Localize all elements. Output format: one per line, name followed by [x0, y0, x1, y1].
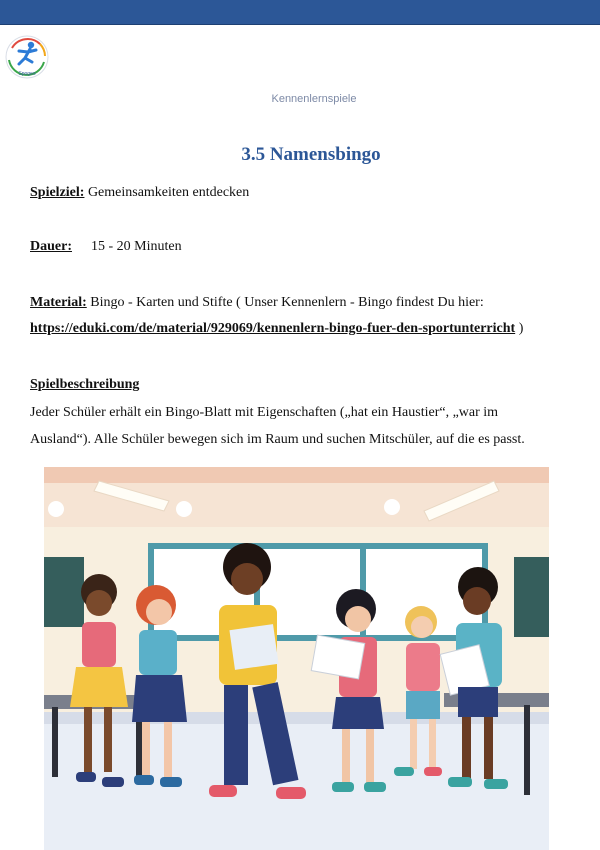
beschreibung-line-1: Jeder Schüler erhält ein Bingo-Blatt mit Eigenschaften („hat ein Haustier“, „war im [30, 405, 499, 420]
material-link[interactable]: https://eduki.com/de/material/929069/kennenlern-bingo-fuer-den-sportunterricht [30, 321, 516, 336]
dauer-row [30, 237, 182, 257]
spielziel-label: Spielziel: [30, 185, 85, 200]
spielziel-text: Gemeinsamkeiten entdecken [87, 185, 250, 200]
dauer-text: 15 - 20 Minuten [91, 239, 182, 254]
top-bar [0, 0, 600, 25]
page-title: 3.5 Namensbingo [241, 144, 381, 165]
spogeo-logo [4, 34, 50, 80]
classroom-illustration [44, 467, 549, 850]
beschreibung-heading-row [30, 375, 139, 395]
dauer-label: Dauer: [30, 239, 72, 254]
beschreibung-heading: Spielbeschreibung [30, 377, 140, 392]
section-header: Kennenlernspiele [271, 93, 357, 105]
logo-text: Spogeo [18, 71, 36, 77]
spielziel-row [30, 183, 249, 203]
material-row [30, 293, 484, 313]
material-text: Bingo - Karten und Stifte ( Unser Kennenlern - Bingo findest Du hier: [90, 295, 484, 310]
beschreibung-line-2: Ausland“). Alle Schüler bewegen sich im Raum und suchen Mitschüler, auf die es passt. [30, 432, 525, 447]
material-link-suffix: ) [515, 321, 524, 336]
material-link-row [30, 319, 523, 339]
material-label: Material: [30, 295, 87, 310]
